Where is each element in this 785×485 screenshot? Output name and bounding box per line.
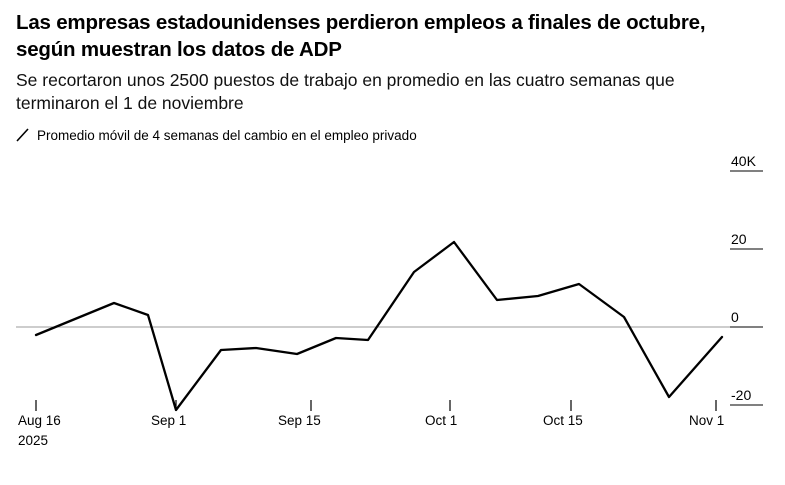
- chart-area: [16, 145, 769, 449]
- x-axis-year-label: 2025: [18, 433, 49, 449]
- line-segment-icon: [16, 127, 30, 143]
- legend-label: Promedio móvil de 4 semanas del cambio en el empleo privado: [37, 127, 417, 143]
- x-axis-label-sep1: Sep 1: [151, 413, 187, 429]
- chart-legend: [16, 127, 769, 143]
- x-axis-label-sep15: Sep 15: [278, 413, 321, 429]
- x-axis-label-aug16: Aug 16: [18, 413, 61, 429]
- x-axis-label-oct1: Oct 1: [425, 413, 458, 429]
- x-axis-label-nov1: Nov 1: [689, 413, 725, 429]
- page-title: Las empresas estadounidenses perdieron empleos a finales de octubre, según muestran los datos de ADP: [16, 11, 706, 61]
- y-axis-label-40k: 40K: [731, 153, 756, 170]
- y-axis-label-0: 0: [731, 309, 739, 326]
- x-axis-label-oct15: Oct 15: [543, 413, 583, 429]
- chart-svg: [16, 145, 769, 435]
- data-line-series-0: [36, 242, 722, 410]
- y-axis-label-20: 20: [731, 231, 747, 248]
- y-axis-label-minus20: -20: [731, 387, 752, 404]
- page-subtitle: Se recortaron unos 2500 puestos de trabajo en promedio en las cuatro semanas que terminaron el 1 de noviembre: [16, 70, 675, 114]
